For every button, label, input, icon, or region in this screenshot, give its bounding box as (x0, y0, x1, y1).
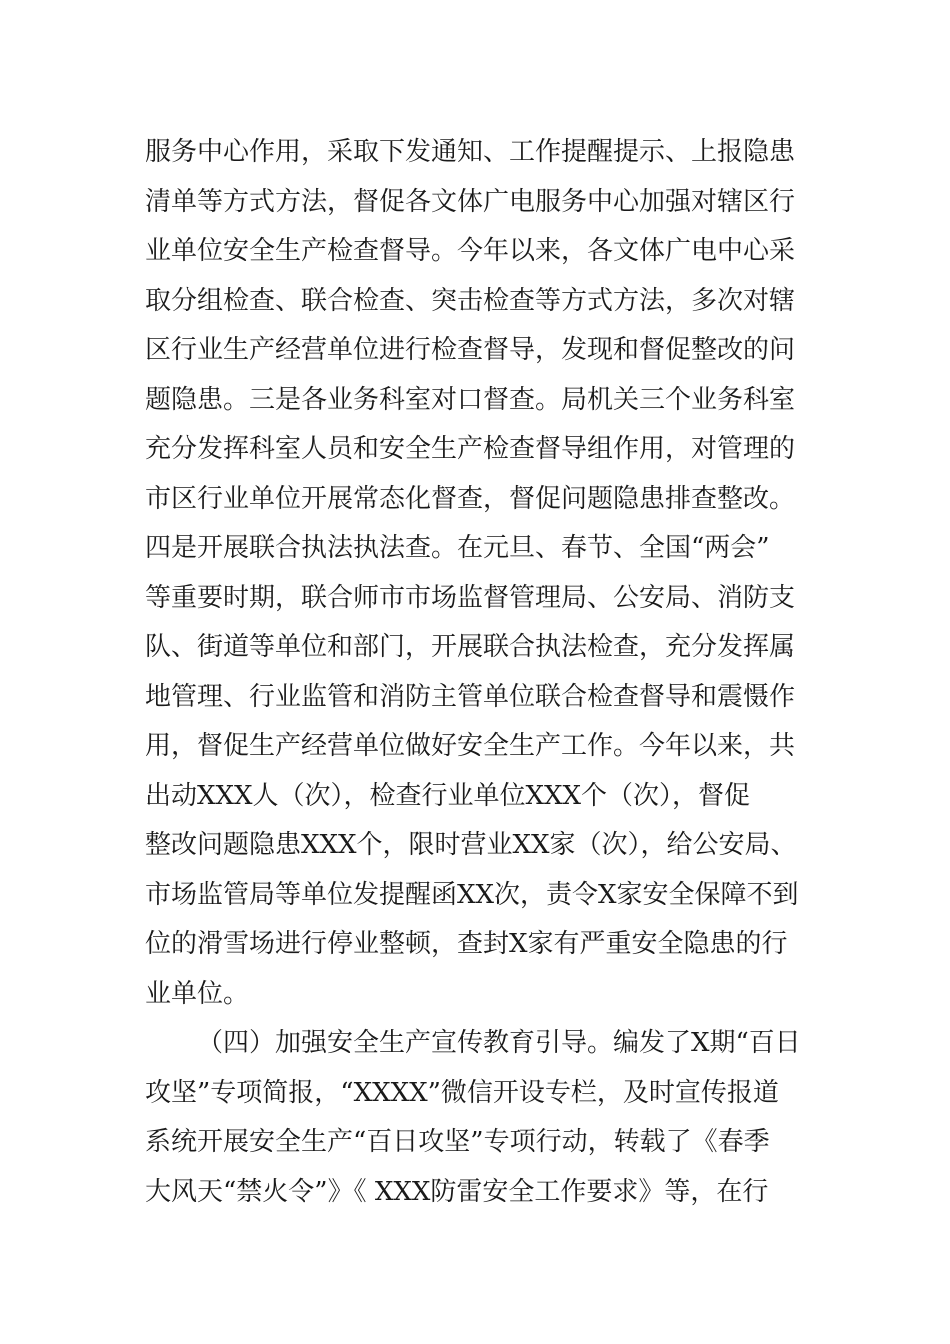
body-text (145, 128, 815, 1217)
text-line: 服务中心作用，采取下发通知、工作提醒提示、上报隐患 (145, 137, 796, 167)
text-line: 位的滑雪场进行停业整顿，查封X家有严重安全隐患的行 (145, 929, 788, 959)
text-line: 取分组检查、联合检查、突击检查等方式方法，多次对辖 (145, 285, 796, 316)
text-line: 攻坚”专项简报，“XXXX”微信开设专栏，及时宣传报道 (145, 1077, 779, 1108)
text-line: 题隐患。三是各业务科室对口督查。局机关三个业务科室 (145, 384, 796, 415)
text-line: 用，督促生产经营单位做好安全生产工作。今年以来，共 (145, 731, 796, 761)
text-line: 市场监管局等单位发提醒函XX次，责令X家安全保障不到 (145, 879, 799, 910)
text-line: 等重要时期，联合师市市场监督管理局、公安局、消防支 (145, 582, 796, 613)
text-line: 市区行业单位开展常态化督查，督促问题隐患排查整改。 (145, 483, 796, 514)
text-line: 四是开展联合执法执法查。在元旦、春节、全国“两会” (145, 533, 770, 563)
text-line: 区行业生产经营单位进行检查督导，发现和督促整改的问 (145, 335, 796, 365)
text-line: 整改问题隐患XXX个，限时营业XX家（次），给公安局、 (145, 830, 797, 860)
paragraph-heading-line: （四）加强安全生产宣传教育引导。编发了X期“百日 (197, 1028, 801, 1058)
text-line: 业单位安全生产检查督导。今年以来，各文体广电中心采 (145, 236, 796, 266)
text-line: 地管理、行业监管和消防主管单位联合检查督导和震慑作 (145, 681, 796, 712)
text-line: 系统开展安全生产“百日攻坚”专项行动，转载了《春季 (145, 1127, 770, 1157)
text-line: 队、街道等单位和部门，开展联合执法检查，充分发挥属 (145, 632, 796, 662)
text-line: 出动XXX人（次），检查行业单位XXX个（次），督促 (145, 780, 751, 811)
text-line: 大风天“禁火令”》《 XXX防雷安全工作要求》等，在行 (145, 1176, 769, 1207)
text-line: 清单等方式方法，督促各文体广电服务中心加强对辖区行 (145, 186, 796, 217)
text-line: 业单位。 (145, 978, 250, 1009)
text-line: 充分发挥科室人员和安全生产检查督导组作用，对管理的 (145, 434, 796, 464)
